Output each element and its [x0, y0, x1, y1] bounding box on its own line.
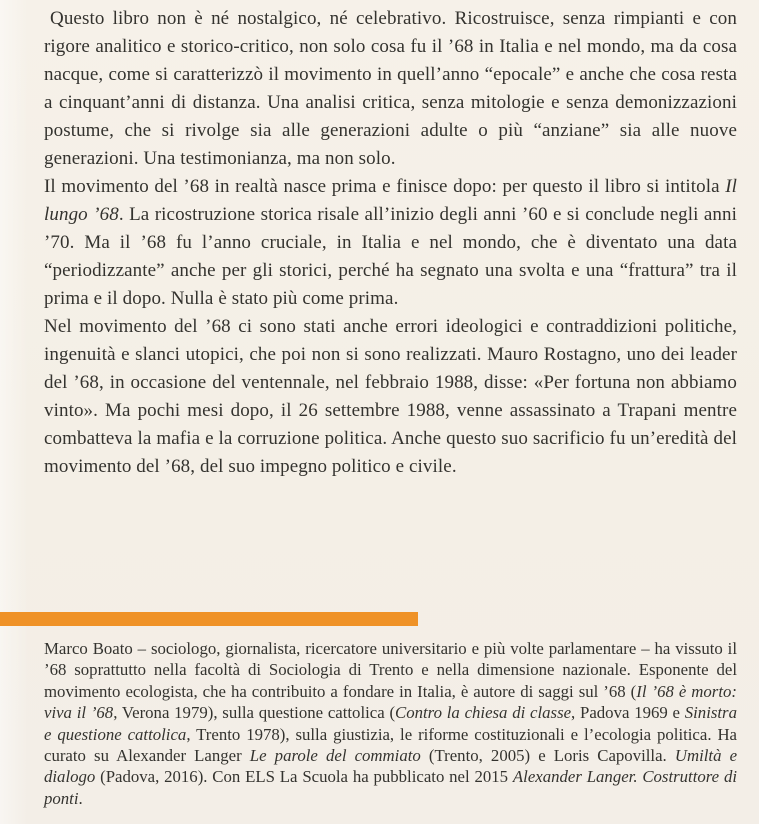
- italic-text-run: Le parole del commiato: [249, 746, 421, 766]
- text-run: (Padova, 2016). Con ELS La Scuola ha pubblicato nel 2015: [95, 767, 513, 787]
- book-synopsis: [44, 5, 737, 481]
- synopsis-paragraph-3: [44, 313, 737, 481]
- text-run: (Trento, 2005) e Loris Capovilla.: [420, 746, 675, 766]
- synopsis-paragraph-2: [44, 173, 737, 313]
- italic-text-run: Umiltà e dialogo: [44, 746, 738, 787]
- text-run: Nel movimento del ’68 ci sono stati anche errori ideologici e contraddizioni politiche, ingenuità e slanci utopici, che poi non si sono realizzati. Mauro Rostagno, uno dei leader del ’68, in occasione del ventennale, nel febbraio 1988, disse: «Per fortuna non abbiamo vinto». Ma pochi mesi dopo, il 26 settembre 1988, venne assassinato a Trapani mentre combatteva la mafia e la corruzione politica. Anche questo suo sacrificio fu un’eredità del movimento del ’68, del suo impegno politico e civile.: [44, 316, 737, 477]
- text-run: Il movimento del ’68 in realtà nasce prima e finisce dopo: per questo il libro si intitola: [44, 176, 726, 197]
- italic-text-run: Alexander Langer. Costruttore di ponti: [44, 767, 738, 808]
- italic-text-run: Contro la chiesa di classe: [395, 703, 572, 723]
- italic-text-run: Il ’68 è morto: viva il ’68: [44, 681, 737, 723]
- synopsis-paragraph-1: [44, 5, 737, 173]
- text-run: Marco Boato – sociologo, giornalista, ricercatore universitario e più volte parlamentare – ha vissuto il ’68 soprattutto nella facoltà di Sociologia di Trento e nella dimensione nazionale. Esponente del movimento ecologista, che ha contribuito a fondare in Italia, è autore di saggi sul ’68 (: [44, 639, 737, 701]
- text-run: .: [78, 788, 83, 808]
- text-run: Questo libro non è né nostalgico, né celebrativo. Ricostruisce, senza rimpianti e con rigore analitico e storico-critico, non solo cosa fu il ’68 in Italia e nel mondo, ma da cosa nacque, come si caratterizzò il movimento in quell’anno “epocale” e anche che cosa resta a cinquant’anni di distanza. Una analisi critica, senza mitologie e senza demonizzazioni postume, che si rivolge sia alle generazioni adulte o più “anziane” sia alle nuove generazioni. Una testimonianza, ma non solo.: [44, 8, 737, 169]
- orange-divider-bar: [0, 612, 418, 626]
- text-run: , Padova 1969 e: [571, 703, 685, 723]
- text-run: , Verona 1979), sulla questione cattolica (: [113, 703, 396, 723]
- text-run: , Trento 1978), sulla giustizia, le riforme costituzionali e l’ecologia politica. Ha curato su Alexander Langer: [44, 724, 738, 766]
- text-run: . La ricostruzione storica risale all’inizio degli anni ’60 e si conclude negli anni ’70. Ma il ’68 fu l’anno cruciale, in Italia e nel mondo, che è diventato una data “periodizzante” anche per gli storici, perché ha segnato una svolta e una “frattura” tra il prima e il dopo. Nulla è stato più come prima.: [44, 204, 737, 309]
- italic-text-run: Sinistra e questione cattolica: [44, 703, 737, 744]
- author-bio-text: [44, 638, 737, 809]
- author-bio: [44, 638, 737, 809]
- italic-text-run: Il lungo ’68: [44, 176, 737, 225]
